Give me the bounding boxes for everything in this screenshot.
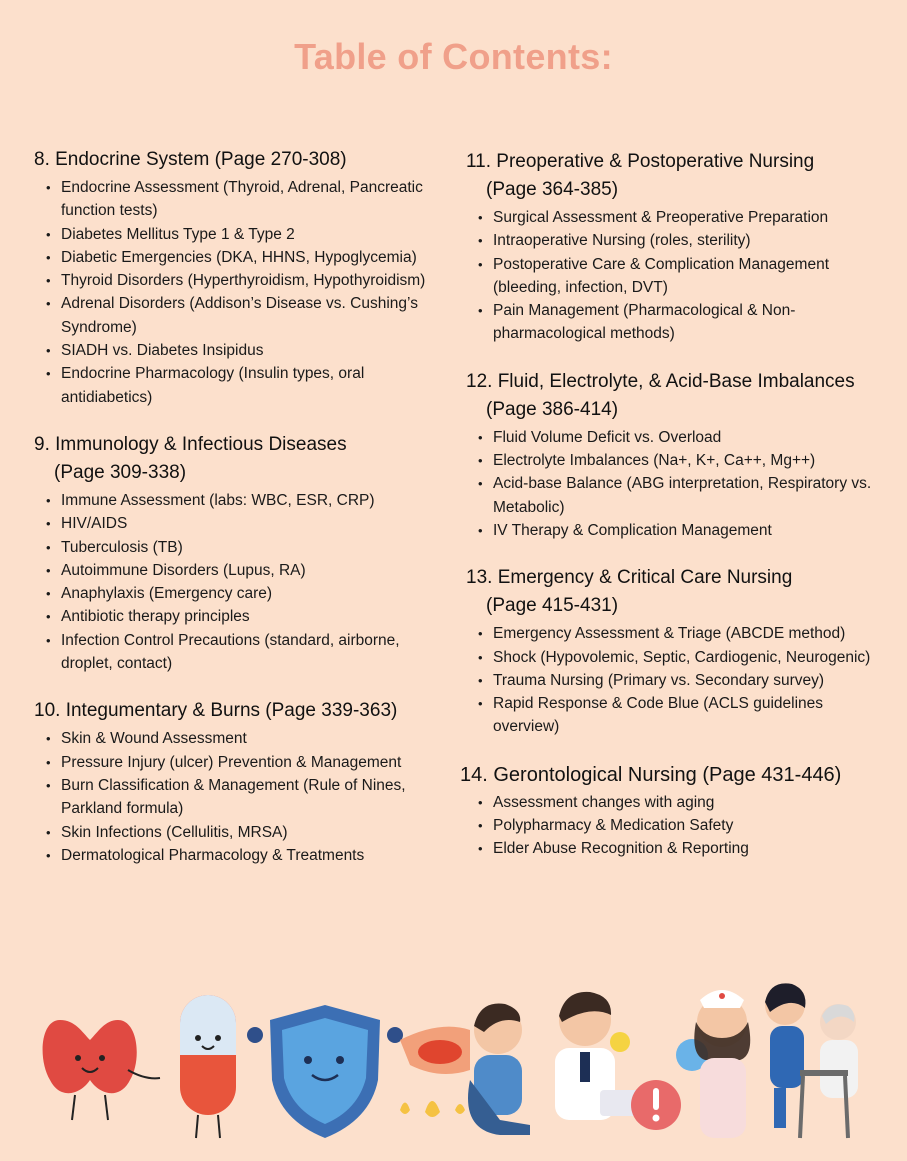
section-title — [466, 368, 886, 424]
nurse-icon — [694, 990, 750, 1138]
list-item: • Shock (Hypovolemic, Septic, Cardiogenic, Neurogenic) — [466, 646, 886, 669]
list-item: • Anaphylaxis (Emergency care) — [34, 582, 454, 605]
list-item: • Antibiotic therapy principles — [34, 605, 454, 628]
section-pages: (Page 364-385) — [486, 179, 619, 200]
section-endocrine — [34, 146, 454, 409]
section-fluid-electrolyte — [466, 368, 886, 542]
section-pages: (Page 386-414) — [486, 398, 619, 420]
section-list — [34, 727, 454, 867]
left-column — [34, 146, 454, 889]
caregiver-elder-icon — [765, 983, 858, 1138]
section-name: 13. Emergency & Critical Care Nursing — [466, 567, 793, 589]
list-item: • Thyroid Disorders (Hyperthyroidism, Hypothyroidism) — [34, 269, 454, 292]
page-title: Table of Contents: — [294, 36, 613, 77]
list-item: • Diabetes Mellitus Type 1 & Type 2 — [34, 223, 454, 246]
list-item: • Endocrine Assessment (Thyroid, Adrenal, Pancreatic function tests) — [34, 176, 454, 223]
list-item: • Endocrine Pharmacology (Insulin types, oral antidiabetics) — [34, 362, 454, 409]
patient-icon — [468, 1003, 530, 1135]
section-immunology — [34, 431, 454, 675]
list-item: • Pressure Injury (ulcer) Prevention & Management — [34, 751, 454, 774]
pill-icon — [180, 995, 236, 1138]
list-item: • Assessment changes with aging — [466, 791, 886, 814]
section-gerontology — [460, 761, 886, 861]
section-name: 10. Integumentary & Burns — [34, 700, 261, 722]
section-perioperative — [466, 148, 886, 346]
list-item: • Tuberculosis (TB) — [34, 536, 454, 559]
section-title — [34, 697, 454, 725]
list-item: • Acid-base Balance (ABG interpretation, Respiratory vs. Metabolic) — [466, 472, 886, 519]
list-item: • Pain Management (Pharmacological & Non-pharmacological methods) — [466, 299, 886, 346]
list-item: • SIADH vs. Diabetes Insipidus — [34, 339, 454, 362]
list-item: • Burn Classification & Management (Rule of Nines, Parkland formula) — [34, 774, 454, 821]
list-item: • Immune Assessment (labs: WBC, ESR, CRP) — [34, 489, 454, 512]
doctor-icon — [555, 992, 640, 1120]
section-title — [466, 564, 886, 620]
list-item: • Trauma Nursing (Primary vs. Secondary survey) — [466, 669, 886, 692]
list-item: • HIV/AIDS — [34, 512, 454, 535]
list-item: • IV Therapy & Complication Management — [466, 519, 886, 542]
list-item: • Skin Infections (Cellulitis, MRSA) — [34, 821, 454, 844]
section-pages: (Page 270-308) — [214, 149, 347, 170]
section-title — [34, 146, 454, 174]
section-list — [466, 622, 886, 738]
section-pages: (Page 339-363) — [265, 700, 398, 722]
section-emergency — [466, 564, 886, 738]
list-item: • Intraoperative Nursing (roles, sterility) — [466, 229, 886, 252]
section-pages: (Page 415-431) — [486, 595, 619, 617]
section-list — [34, 489, 454, 675]
section-title — [34, 431, 454, 487]
section-list — [466, 206, 886, 346]
burn-hand-icon — [400, 1027, 470, 1117]
right-column — [460, 148, 886, 883]
list-item: • Fluid Volume Deficit vs. Overload — [466, 426, 886, 449]
section-pages: (Page 431-446) — [702, 763, 842, 786]
section-list — [34, 176, 454, 409]
thyroid-icon — [43, 1020, 160, 1120]
list-item: • Skin & Wound Assessment — [34, 727, 454, 750]
section-name: 14. Gerontological Nursing — [460, 763, 697, 786]
section-name: 8. Endocrine System — [34, 149, 210, 170]
medical-illustration-strip — [0, 960, 907, 1161]
list-item: • Electrolyte Imbalances (Na+, K+, Ca++, Mg++) — [466, 449, 886, 472]
section-list — [466, 426, 886, 542]
section-name: 11. Preoperative & Postoperative Nursing — [466, 151, 815, 172]
list-item: • Postoperative Care & Complication Management (bleeding, infection, DVT) — [466, 253, 886, 300]
section-name: 12. Fluid, Electrolyte, & Acid-Base Imbalances — [466, 370, 855, 392]
section-integumentary — [34, 697, 454, 867]
section-pages: (Page 309-338) — [54, 461, 187, 483]
list-item: • Infection Control Precautions (standard, airborne, droplet, contact) — [34, 629, 454, 676]
list-item: • Surgical Assessment & Preoperative Preparation — [466, 206, 886, 229]
section-title — [466, 148, 886, 204]
list-item: • Polypharmacy & Medication Safety — [466, 814, 886, 837]
list-item: • Adrenal Disorders (Addison’s Disease vs. Cushing’s Syndrome) — [34, 292, 454, 339]
list-item: • Dermatological Pharmacology & Treatments — [34, 844, 454, 867]
section-title — [460, 761, 886, 789]
list-item: • Diabetic Emergencies (DKA, HHNS, Hypoglycemia) — [34, 246, 454, 269]
alert-icon — [631, 1039, 708, 1130]
list-item: • Elder Abuse Recognition & Reporting — [466, 837, 886, 860]
shield-icon — [247, 1005, 403, 1138]
list-item: • Rapid Response & Code Blue (ACLS guidelines overview) — [466, 692, 886, 739]
list-item: • Autoimmune Disorders (Lupus, RA) — [34, 559, 454, 582]
section-list — [466, 791, 886, 861]
section-name: 9. Immunology & Infectious Diseases — [34, 433, 347, 455]
list-item: • Emergency Assessment & Triage (ABCDE method) — [466, 622, 886, 645]
